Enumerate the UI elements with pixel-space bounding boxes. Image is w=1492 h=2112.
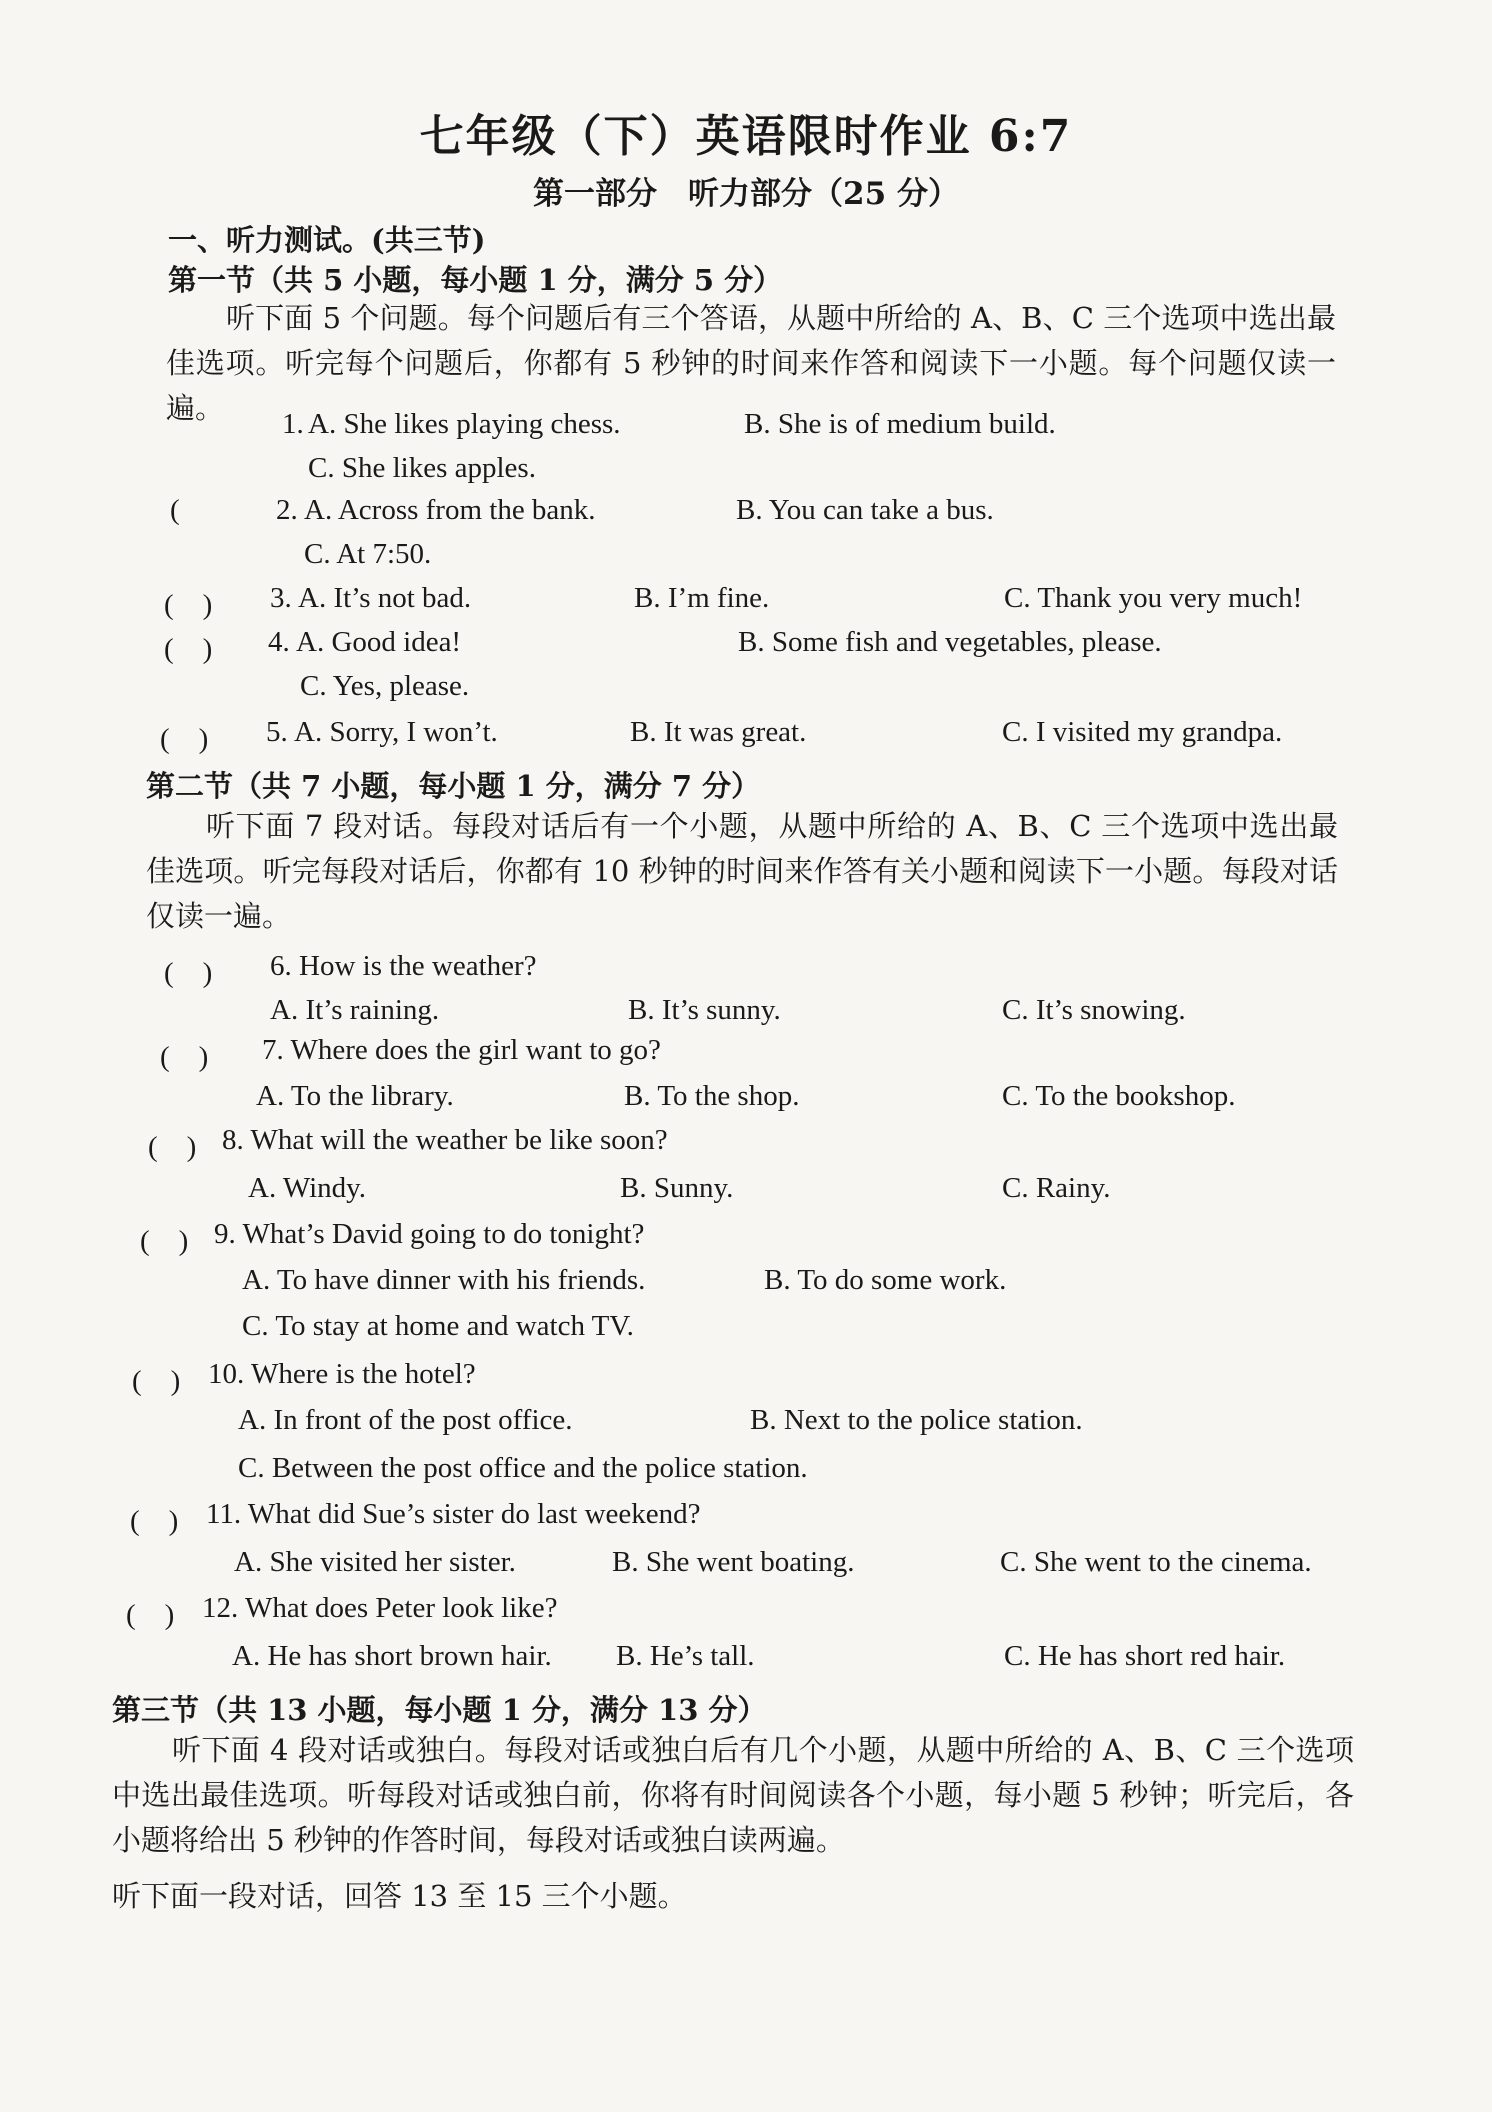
q2-answer-paren: ( (170, 494, 180, 526)
q7-stem: 7. Where does the girl want to go? (262, 1034, 661, 1066)
q9-option-c: C. To stay at home and watch TV. (242, 1310, 634, 1342)
q12-option-b: B. He’s tall. (616, 1640, 755, 1672)
q12-answer-paren: ( ) (126, 1599, 175, 1631)
q4-option-c: C. Yes, please. (300, 670, 470, 702)
q11-option-a: A. She visited her sister. (234, 1546, 516, 1578)
q9-answer-paren: ( ) (140, 1225, 189, 1257)
q1-option-b: B. She is of medium build. (744, 408, 1056, 440)
s3-instructions: 听下面 4 段对话或独白。每段对话或独白后有几个小题，从题中所给的 A、B、C 三个选项中选出最佳选项。听每段对话或独白前，你将有时间阅读各个小题，每小题 5 秒钟；听完后，各小题将给出 5 秒钟的作答时间，每段对话或独白读两遍。 (112, 1733, 1354, 1857)
q10-option-b: B. Next to the police station. (750, 1404, 1083, 1436)
q6-stem: 6. How is the weather? (270, 950, 537, 982)
q2-option-c: C. At 7:50. (304, 538, 432, 570)
q3-option-c: C. Thank you very much! (1004, 582, 1303, 614)
q4-answer-paren: ( ) (164, 633, 213, 665)
q6-answer-paren: ( ) (164, 957, 213, 989)
q6-option-c: C. It’s snowing. (1002, 994, 1186, 1026)
q1-option-a: A. She likes playing chess. (308, 408, 621, 440)
q11-option-c: C. She went to the cinema. (1000, 1546, 1312, 1578)
q5-option-a: A. Sorry, I won’t. (294, 716, 498, 748)
q7-option-a: A. To the library. (256, 1080, 454, 1112)
part-heading: 第一部分 听力部分（25 分） (533, 176, 959, 212)
q12-option-a: A. He has short brown hair. (232, 1640, 552, 1672)
q3-option-a: A. It’s not bad. (298, 582, 472, 614)
q8-stem: 8. What will the weather be like soon? (222, 1124, 668, 1156)
q5-number: 5. (266, 716, 288, 748)
q7-option-c: C. To the bookshop. (1002, 1080, 1236, 1112)
q5-option-b: B. It was great. (630, 716, 807, 748)
q8-option-c: C. Rainy. (1002, 1172, 1111, 1204)
q2-option-a: A. Across from the bank. (304, 494, 596, 526)
q1-number: 1. (282, 408, 304, 440)
q9-stem: 9. What’s David going to do tonight? (214, 1218, 645, 1250)
q8-option-b: B. Sunny. (620, 1172, 734, 1204)
q3-number: 3. (270, 582, 292, 614)
q12-stem: 12. What does Peter look like? (202, 1592, 558, 1624)
s2-instructions: 听下面 7 段对话。每段对话后有一个小题，从题中所给的 A、B、C 三个选项中选出最佳选项。听完每段对话后，你都有 10 秒钟的时间来作答有关小题和阅读下一小题。每段对话仅读一遍。 (146, 809, 1338, 933)
page-title: 七年级（下）英语限时作业 6:7 (419, 111, 1073, 162)
q8-answer-paren: ( ) (148, 1131, 197, 1163)
q10-option-c: C. Between the post office and the police station. (238, 1452, 808, 1484)
q11-answer-paren: ( ) (130, 1505, 179, 1537)
q1-option-c: C. She likes apples. (308, 452, 536, 484)
q4-option-b: B. Some fish and vegetables, please. (738, 626, 1162, 658)
q4-number: 4. (268, 626, 290, 658)
q11-stem: 11. What did Sue’s sister do last weekend? (206, 1498, 701, 1530)
q10-answer-paren: ( ) (132, 1365, 181, 1397)
q10-stem: 10. Where is the hotel? (208, 1358, 476, 1390)
q5-option-c: C. I visited my grandpa. (1002, 716, 1283, 748)
q9-option-a: A. To have dinner with his friends. (242, 1264, 646, 1296)
section-heading: 一、听力测试。(共三节) (168, 223, 486, 257)
q2-option-b: B. You can take a bus. (736, 494, 994, 526)
q5-answer-paren: ( ) (160, 723, 209, 755)
s3-heading: 第三节（共 13 小题，每小题 1 分，满分 13 分） (112, 1693, 767, 1727)
q3-option-b: B. I’m fine. (634, 582, 770, 614)
q9-option-b: B. To do some work. (764, 1264, 1007, 1296)
q4-option-a: A. Good idea! (296, 626, 462, 658)
q3-answer-paren: ( ) (164, 589, 213, 621)
q7-option-b: B. To the shop. (624, 1080, 800, 1112)
q11-option-b: B. She went boating. (612, 1546, 855, 1578)
s1-heading: 第一节（共 5 小题，每小题 1 分，满分 5 分） (168, 263, 783, 297)
q10-option-a: A. In front of the post office. (238, 1404, 573, 1436)
q12-option-c: C. He has short red hair. (1004, 1640, 1286, 1672)
q8-option-a: A. Windy. (248, 1172, 367, 1204)
s1-instructions: 听下面 5 个问题。每个问题后有三个答语，从题中所给的 A、B、C 三个选项中选出最佳选项。听完每个问题后，你都有 5 秒钟的时间来作答和阅读下一小题。每个问题仅读一遍。 (166, 301, 1336, 425)
s3-sub-instruction: 听下面一段对话，回答 13 至 15 三个小题。 (112, 1879, 687, 1913)
q7-answer-paren: ( ) (160, 1041, 209, 1073)
q2-number: 2. (276, 494, 298, 526)
s2-heading: 第二节（共 7 小题，每小题 1 分，满分 7 分） (146, 769, 761, 803)
q6-option-b: B. It’s sunny. (628, 994, 781, 1026)
q6-option-a: A. It’s raining. (270, 994, 440, 1026)
